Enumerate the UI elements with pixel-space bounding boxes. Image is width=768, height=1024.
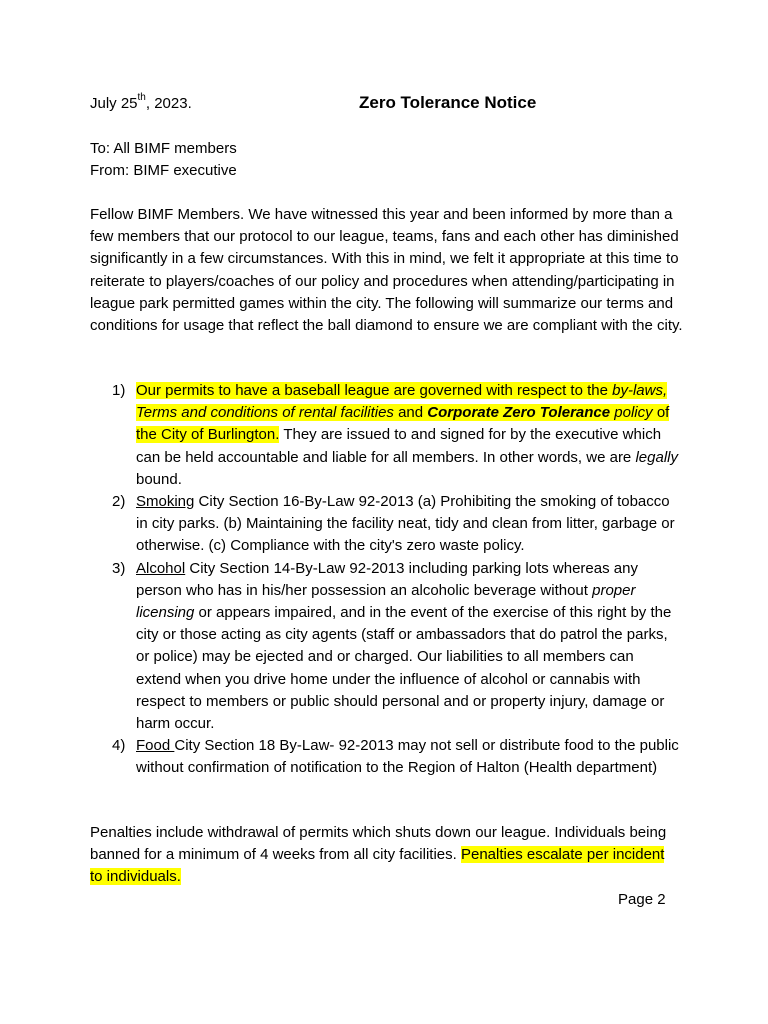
item-heading: Alcohol xyxy=(136,559,186,577)
item-number: 2) xyxy=(112,493,126,511)
italic-text: by-laws, Terms and conditions of rental facilities xyxy=(136,382,668,422)
list-item xyxy=(90,558,680,736)
penalties-text: Penalties include withdrawal of permits which shuts down our league. Individuals being banned for a minimum of 4 weeks from all city facilities. xyxy=(90,824,667,864)
list-item xyxy=(90,491,680,558)
intro-paragraph: Fellow BIMF Members. We have witnessed this year and been informed by more than a few members that our protocol to our league, teams, fans and each other has diminished significantly in a few circumstances. With this in mind, we felt it appropriate at this time to reiterate to players/coaches of our policy and procedures when attending/participating in league park permitted games within the city. The following will summarize our terms and conditions for usage that reflect the ball diamond to ensure we are compliant with the city. xyxy=(90,206,683,335)
penalties-highlight: Penalties escalate per incident to individuals. xyxy=(90,846,665,886)
date-suffix: th xyxy=(137,92,146,103)
item-text: and xyxy=(393,404,428,422)
item-text: of the City of Burlington. xyxy=(136,404,670,444)
penalties-paragraph xyxy=(90,822,680,889)
item-text: They are issued to and signed for by the executive which can be held accountable and liable for all members. In other words, we are xyxy=(136,426,662,466)
date-prefix: July 25 xyxy=(90,95,138,112)
italic-text: legally xyxy=(635,448,678,466)
item-number: 3) xyxy=(112,559,126,577)
date-rest: , 2023. xyxy=(145,95,192,112)
list-item xyxy=(90,380,680,491)
item-heading: Smoking xyxy=(136,493,195,511)
item-number: 4) xyxy=(112,737,126,755)
italic-text: policy xyxy=(610,404,653,422)
header-line xyxy=(90,93,690,117)
item-text: or appears impaired, and in the event of the exercise of this right by the city or those acting as city agents (staff or ambassadors that do patrol the parks, or police) may be ejected and or charged. Our liabilities to all members can extend when you drive home under the influence of alcohol or cannabis with respect to members or public should personal and or property injury, damage or harm occur. xyxy=(136,604,672,733)
item-number: 1) xyxy=(112,382,126,399)
bold-italic-text: Corporate Zero Tolerance xyxy=(427,404,611,422)
terms-list xyxy=(90,380,680,780)
list-item xyxy=(90,735,680,779)
item-text: City Section 14-By-Law 92-2013 including parking lots whereas any person who has in his/her possession an alcoholic beverage without xyxy=(136,559,638,599)
item-heading: Food xyxy=(136,737,175,755)
item-text: Our permits to have a baseball league are governed with respect to the xyxy=(136,382,613,399)
page-number: Page 2 xyxy=(618,891,666,908)
from-line: From: BIMF executive xyxy=(90,162,237,180)
item-text: City Section 18 By-Law- 92-2013 may not sell or distribute food to the public without confirmation of notification to the Region of Halton (Health department) xyxy=(136,737,679,777)
document-title: Zero Tolerance Notice xyxy=(359,93,537,112)
date-line xyxy=(90,93,192,115)
address-block xyxy=(90,138,680,182)
to-line: To: All BIMF members xyxy=(90,140,237,157)
italic-text: proper licensing xyxy=(136,581,636,622)
item-text: City Section 16-By-Law 92-2013 (a) Prohibiting the smoking of tobacco in city parks. (b) Maintaining the facility neat, tidy and clean from litter, garbage or otherwise. (c) Compliance with the city's zero waste policy. xyxy=(136,493,675,555)
item-text: bound. xyxy=(136,470,182,488)
